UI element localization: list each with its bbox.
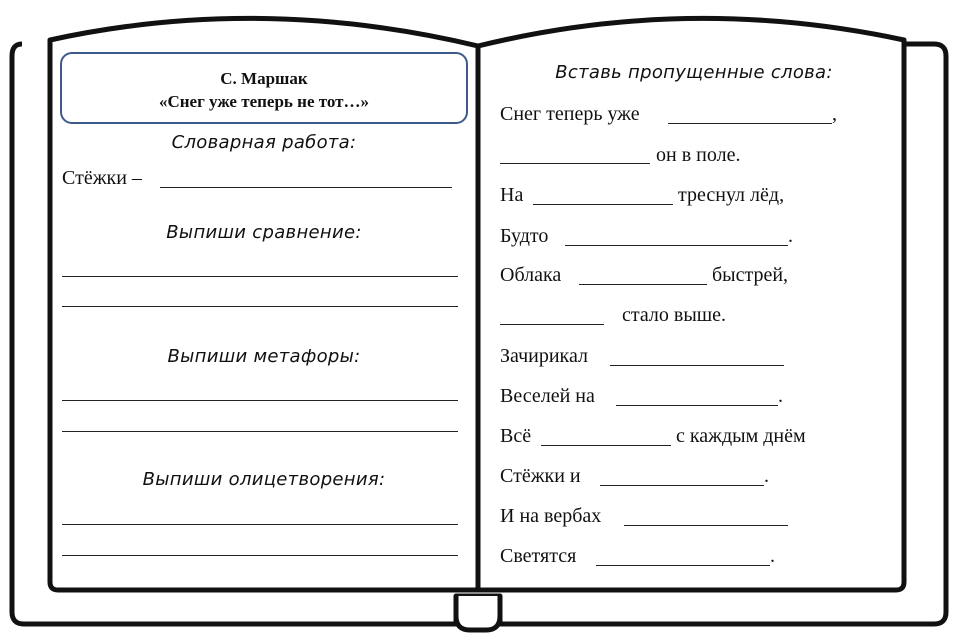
poem-line-text: Всё bbox=[500, 425, 532, 447]
poem-line-text: Снег теперь уже bbox=[500, 103, 640, 125]
poem-blank[interactable] bbox=[533, 204, 673, 205]
poem-line-text: треснул лёд, bbox=[678, 184, 785, 206]
poem-line-text: он в поле. bbox=[656, 144, 741, 166]
poem-blank[interactable] bbox=[500, 324, 604, 325]
poem-title: «Снег уже теперь не тот…» bbox=[158, 92, 370, 111]
personification-answer-line[interactable] bbox=[62, 524, 458, 525]
poem-blank[interactable] bbox=[541, 445, 671, 446]
poem-line-text: . bbox=[788, 225, 793, 247]
personification-answer-line[interactable] bbox=[62, 555, 458, 556]
comparison-answer-line[interactable] bbox=[62, 306, 458, 307]
poem-line-text: , bbox=[832, 103, 837, 125]
poem-line-text: На bbox=[500, 184, 524, 206]
poem-line-text: . bbox=[778, 385, 783, 407]
personification-heading: Выпиши олицетворения: bbox=[142, 469, 386, 490]
poem-line-text: с каждым днём bbox=[676, 425, 806, 447]
poem-line-text: Стёжки и bbox=[500, 465, 581, 487]
metaphors-answer-line[interactable] bbox=[62, 431, 458, 432]
poem-blank[interactable] bbox=[616, 405, 778, 406]
poem-line-text: Будто bbox=[500, 225, 549, 247]
comparison-heading: Выпиши сравнение: bbox=[166, 222, 362, 243]
poem-line-text: И на вербах bbox=[500, 505, 602, 527]
comparison-answer-line[interactable] bbox=[62, 276, 458, 277]
poem-line-text: быстрей, bbox=[712, 264, 789, 286]
metaphors-heading: Выпиши метафоры: bbox=[167, 346, 361, 367]
poem-blank[interactable] bbox=[596, 565, 770, 566]
vocabulary-word: Стёжки – bbox=[62, 167, 142, 189]
poem-line-text: стало выше. bbox=[622, 304, 727, 326]
title-box bbox=[60, 52, 468, 124]
poem-blank[interactable] bbox=[579, 284, 707, 285]
poem-blank[interactable] bbox=[565, 245, 788, 246]
poem-blank[interactable] bbox=[624, 525, 788, 526]
fill-in-heading: Вставь пропущенные слова: bbox=[555, 62, 833, 83]
poem-blank[interactable] bbox=[610, 365, 784, 366]
author-name: С. Маршак bbox=[220, 69, 308, 88]
vocabulary-answer-line[interactable] bbox=[160, 187, 452, 188]
metaphors-answer-line[interactable] bbox=[62, 400, 458, 401]
poem-blank[interactable] bbox=[500, 163, 650, 164]
vocabulary-heading: Словарная работа: bbox=[171, 132, 357, 153]
poem-line-text: . bbox=[770, 545, 775, 567]
poem-line-text: Светятся bbox=[500, 545, 577, 567]
poem-line-text: Облака bbox=[500, 264, 562, 286]
poem-blank[interactable] bbox=[600, 485, 764, 486]
poem-blank[interactable] bbox=[668, 123, 832, 124]
poem-line-text: Зачирикал bbox=[500, 345, 589, 367]
poem-line-text: Веселей на bbox=[500, 385, 595, 407]
poem-line-text: . bbox=[764, 465, 769, 487]
